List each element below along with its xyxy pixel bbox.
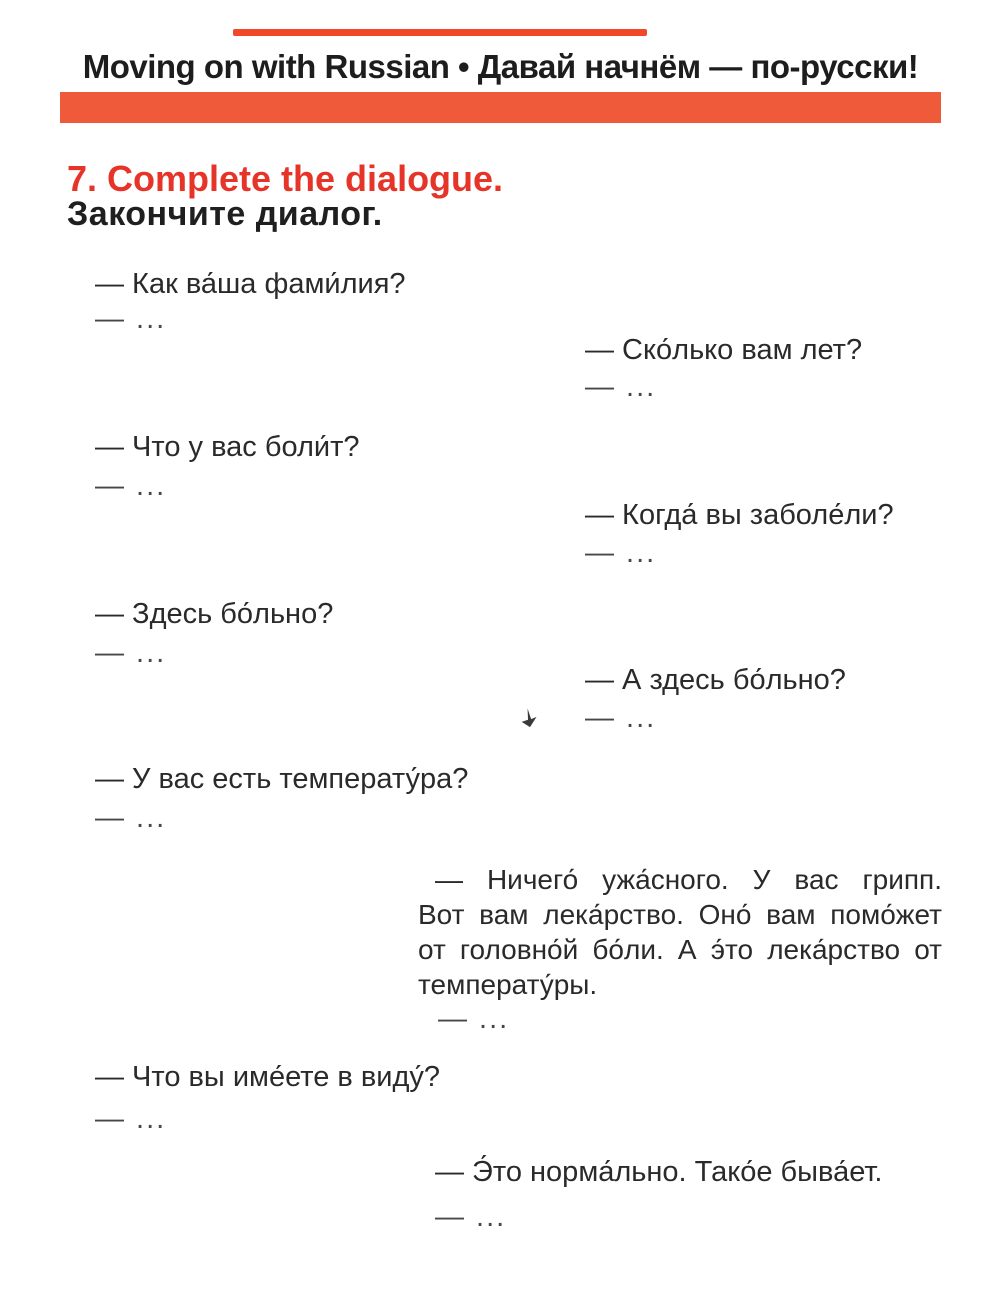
dialogue-prompt: — У вас есть температу́ра? xyxy=(95,763,469,795)
dialogue-response: — ... xyxy=(585,702,657,734)
ink-mark-icon xyxy=(519,708,541,732)
exercise-title-english: 7. Complete the dialogue. xyxy=(67,158,504,199)
dialogue-response: — ... xyxy=(438,1003,510,1035)
page-header-title: Moving on with Russian • Давай начнём — по-русски! xyxy=(82,48,919,85)
dialogue-paragraph xyxy=(418,862,942,1002)
exercise-title-russian: Закончите диалог. xyxy=(67,195,383,233)
dialogue-prompt: — Когда́ вы заболе́ли? xyxy=(585,499,894,531)
header-bar xyxy=(60,92,941,123)
dialogue-response: — ... xyxy=(585,537,657,569)
dialogue-prompt: — Здесь бо́льно? xyxy=(95,598,334,630)
dialogue-prompt: — Что у вас боли́т? xyxy=(95,431,360,463)
dialogue-response: — ... xyxy=(95,1103,167,1135)
paragraph-line: температу́ры. xyxy=(418,969,598,1000)
paragraph-line: — Ничего́ ужа́сного. У вас грипп. xyxy=(435,864,942,895)
dialogue-prompt: — Что вы име́ете в виду́? xyxy=(95,1061,441,1093)
dialogue-response: — ... xyxy=(585,371,657,403)
top-rule xyxy=(233,29,647,36)
paragraph-line: Вот вам лека́рство. Оно́ вам помо́жет xyxy=(418,899,942,930)
dialogue-response: — ... xyxy=(95,637,167,669)
dialogue-response: — ... xyxy=(95,470,167,502)
paragraph-line: от головно́й бо́ли. А э́то лека́рство от xyxy=(418,934,942,965)
dialogue-prompt: — Ско́лько вам лет? xyxy=(585,334,863,366)
dialogue-prompt: — Как ва́ша фами́лия? xyxy=(95,268,406,300)
dialogue-prompt: — А здесь бо́льно? xyxy=(585,664,846,696)
dialogue-prompt: — Э́то норма́льно. Тако́е быва́ет. xyxy=(435,1156,883,1188)
dialogue-response: — ... xyxy=(95,802,167,834)
dialogue-response: — ... xyxy=(435,1201,507,1233)
dialogue-response: — ... xyxy=(95,303,167,335)
